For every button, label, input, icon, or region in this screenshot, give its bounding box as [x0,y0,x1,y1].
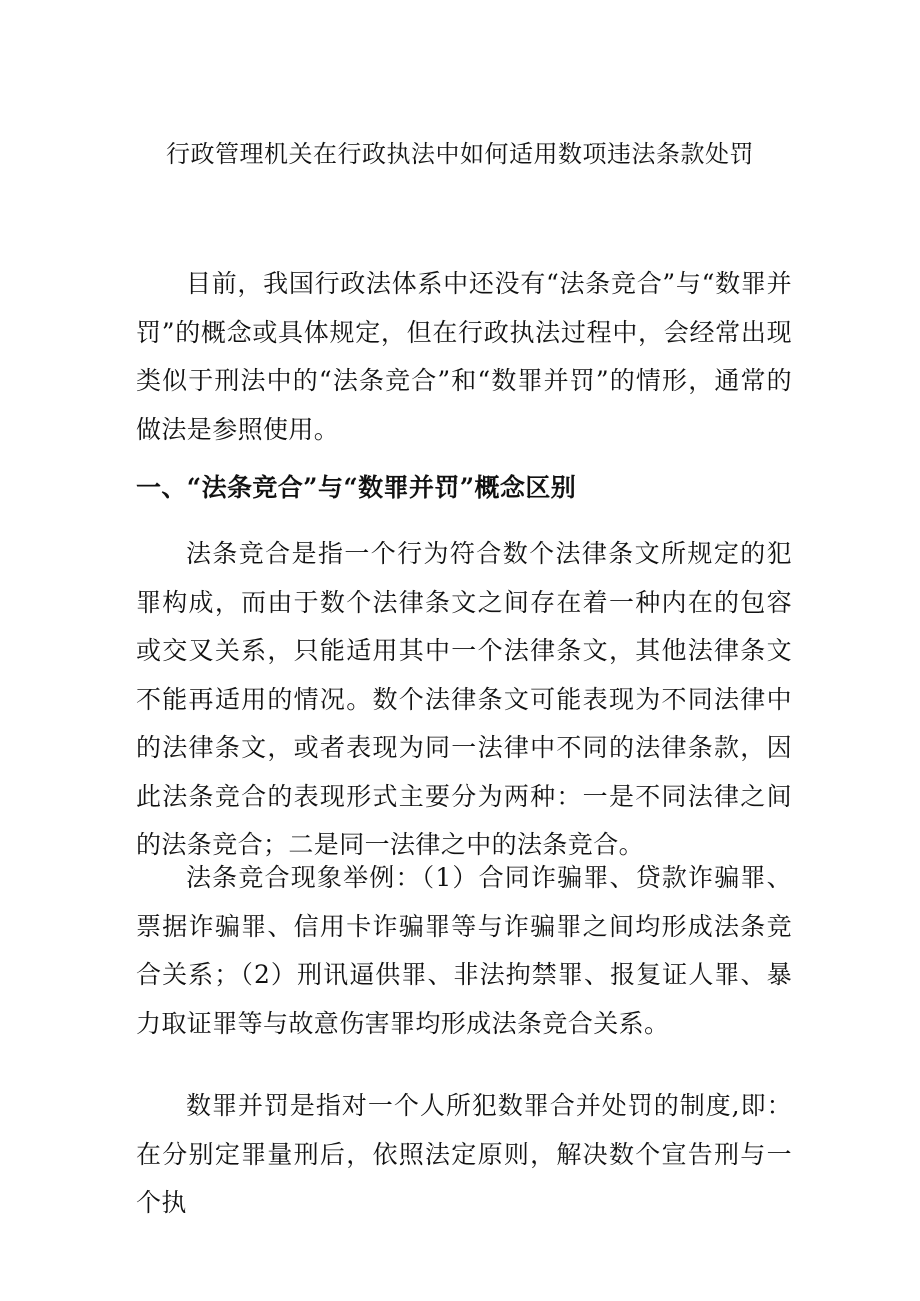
combined-punishment-paragraph: 数罪并罚是指对一个人所犯数罪合并处罚的制度,即：在分别定罪量刑后，依照法定原则，解决数个宣告刑与一个执 [136,1091,792,1217]
definition-paragraph: 法条竞合是指一个行为符合数个法律条文所规定的犯罪构成，而由于数个法律条文之间存在着一种内在的包容或交叉关系，只能适用其中一个法律条文，其他法律条文不能再适用的情况。数个法律条文可能表现为不同法律中的法律条文，或者表现为同一法律中不同的法律条款，因此法条竞合的表现形式主要分为两种：一是不同法律之间的法条竞合；二是同一法律之中的法条竞合。 [136,539,792,859]
intro-paragraph: 目前，我国行政法体系中还没有“法条竞合”与“数罪并罚”的概念或具体规定，但在行政执法过程中，会经常出现类似于刑法中的“法条竞合”和“数罪并罚”的情形，通常的做法是参照使用。 [136,269,792,444]
section-heading: 一、“法条竞合”与“数罪并罚”概念区别 [136,473,577,502]
examples-paragraph: 法条竞合现象举例：（1）合同诈骗罪、贷款诈骗罪、票据诈骗罪、信用卡诈骗罪等与诈骗罪之间均形成法条竞合关系；（2）刑讯逼供罪、非法拘禁罪、报复证人罪、暴力取证罪等与故意伤害罪均形成法条竞合关系。 [136,863,792,1038]
document-title: 行政管理机关在行政执法中如何适用数项违法条款处罚 [166,140,754,168]
